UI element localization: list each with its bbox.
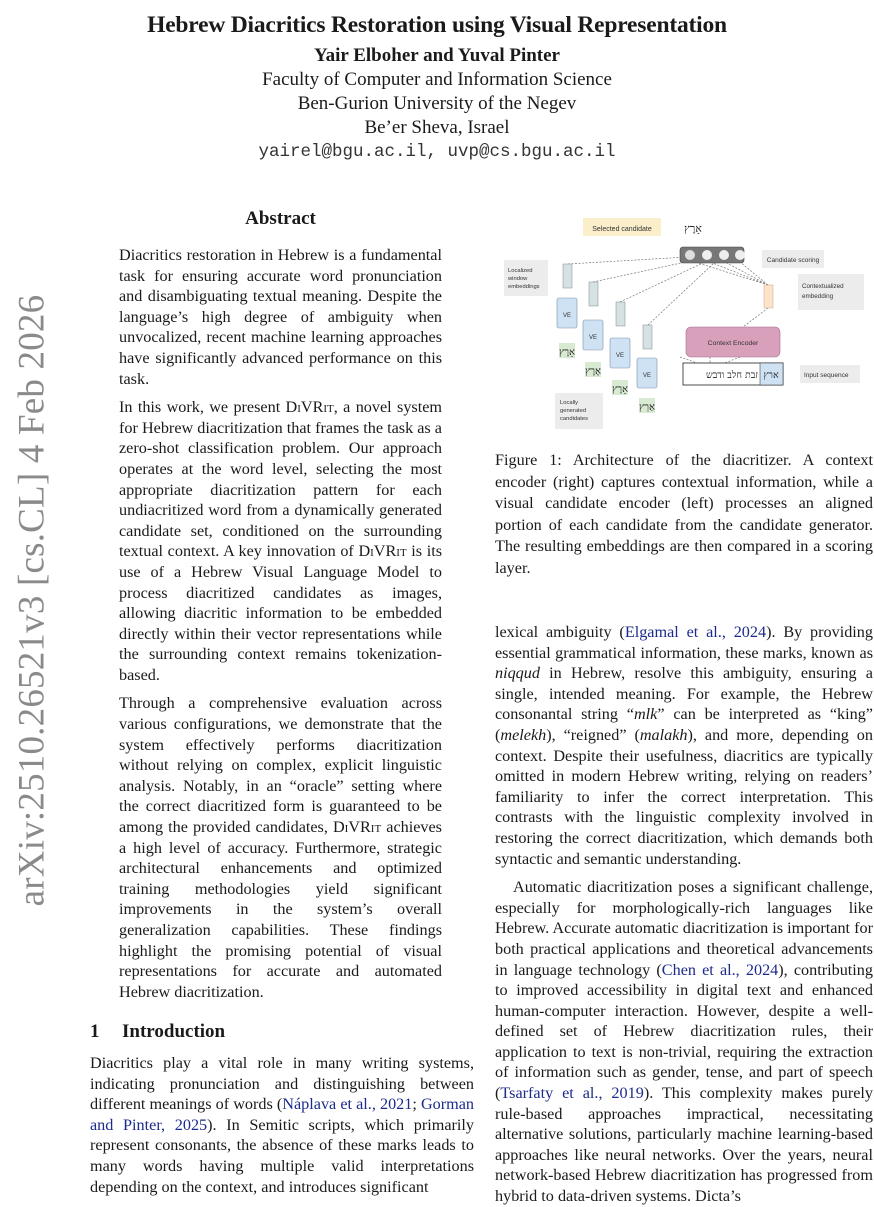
- intro-paragraph-1: [90, 1053, 474, 1197]
- contextualized-embedding-vector: [764, 285, 773, 308]
- author-names: Yair Elboher and Yuval Pinter: [314, 45, 560, 66]
- text-span: Diacritics play a vital role in many writing systems, indicating pronunciation and distinguishing between different meanings of words (: [90, 1054, 474, 1114]
- author-emails[interactable]: yairel@bgu.ac.il, uvp@cs.bgu.ac.il: [258, 142, 616, 162]
- input-sequence-label: Input sequence: [804, 372, 849, 379]
- section-title: Introduction: [122, 1021, 226, 1042]
- italic-term: mlk: [633, 705, 658, 724]
- text-span: Through a comprehensive evaluation across various configurations, we demonstrate that the system effectively performs diacritization without relying on complex, explicit linguistic analysis. Notably, in an “oracle” setting where the correct diacritized form is guaranteed to be among the provided candidates,: [119, 694, 442, 837]
- svg-text:embedding: embedding: [802, 293, 834, 300]
- citation-link[interactable]: Tsarfaty et al., 2019: [500, 1084, 644, 1103]
- text-span: ). In Semitic scripts, which primarily represent consonants, the absence of these marks leads to many words having multiple valid interpretations depending on the context, and introduces significant: [90, 1115, 474, 1196]
- text-span: ). This complexity makes purely rule-based approaches impractical, necessitating alternative solutions, particularly machine learning-based approaches like neural networks. Over the years, neural network-based Hebrew diacritization has progressed from hybrid to data-driven systems. Dicta’s: [495, 1084, 873, 1206]
- text-span: achieves a high level of accuracy. Furthermore, strategic architectural enhancements and optimized training methodologies yield significant improvements in the system’s overall generalization capabilities. These findings highlight the promising potential of visual representations for accurate and automated Hebrew diacritization.: [119, 818, 442, 1001]
- introduction-body-left: [90, 1053, 474, 1197]
- svg-text:אָרֶץ: אָרֶץ: [611, 384, 629, 395]
- text-span: , a novel system for Hebrew diacritization that frames the task as a zero-shot classification problem. Our approach operates at the word level, selecting the most appropriate diacritization pattern for each undiacritized word from a dynamically generated candidate set, conditioned on the surrounding textual context. A key innovation of: [119, 398, 442, 561]
- candidate-scoring-label: Candidate scoring: [766, 257, 820, 264]
- text-span: lexical ambiguity (: [495, 623, 625, 641]
- abstract-paragraph-1: Diacritics restoration in Hebrew is a fundamental task for ensuring accurate word pronunciation and disambiguating textual meaning. Despite the language’s high degree of ambiguity when unvocalized, recent machine learning approaches have significantly advanced performance on this task.: [119, 246, 442, 388]
- text-span: ;: [412, 1095, 421, 1114]
- text-span: ” can be interpreted as “king” (: [495, 705, 873, 744]
- svg-text:VE: VE: [615, 353, 625, 359]
- text-span: In this work, we present: [119, 398, 286, 417]
- abstract-body: [119, 245, 442, 1002]
- system-name: DiVRit: [332, 818, 382, 837]
- text-span: ), contributing to improved accessibility in digital text and enhanced human-computer interaction. However, despite a well-defined set of Hebrew diacritization rules, their application to text is non-trivial, requiring the extraction of information such as gender, tense, and part of speech (: [495, 960, 873, 1103]
- italic-term: melekh: [500, 725, 547, 744]
- system-name: DiVRit: [285, 398, 334, 417]
- svg-text:אָרֶץ: אָרֶץ: [558, 347, 576, 358]
- svg-text:אֶרֶץ: אֶרֶץ: [584, 366, 602, 377]
- svg-text:generated: generated: [560, 408, 587, 414]
- text-span: ). By providing essential grammatical information, these marks, known as: [495, 623, 873, 662]
- abstract-paragraph-2: [119, 397, 442, 685]
- selected-word: אָרֶץ: [684, 222, 702, 235]
- section-number: 1: [90, 1021, 100, 1042]
- svg-text:אַרְץ: אַרְץ: [638, 402, 656, 413]
- affiliation-line-1: Faculty of Computer and Information Science: [262, 69, 612, 90]
- paper-title: Hebrew Diacritics Restoration using Visual Representation: [147, 11, 727, 38]
- text-span: Automatic diacritization poses a significant challenge, especially for morphologically-rich languages like Hebrew. Accurate automatic diacritization is important for both practical applications and theoretical advancements in language technology (: [495, 878, 873, 979]
- context-encoder-label: Context Encoder: [707, 340, 759, 347]
- italic-term: malakh: [639, 725, 688, 744]
- svg-text:ארץ: ארץ: [763, 370, 779, 381]
- italic-term: niqqud: [495, 664, 540, 683]
- svg-text:זבת חלב ודבש: זבת חלב ודבש: [705, 370, 758, 381]
- locally-generated-label: Locally: [560, 400, 579, 406]
- svg-text:VE: VE: [562, 313, 572, 319]
- svg-text:VE: VE: [642, 373, 652, 379]
- svg-text:VE: VE: [588, 335, 598, 341]
- figure-1-architecture-diagram: [500, 210, 870, 430]
- introduction-body-right: [495, 622, 873, 1207]
- text-span: ), and more, depending on context. Despite their usefulness, diacritics are typically omitted in modern Hebrew writing, relying on readers’ familiarity to infer the correct interpretation. This contrasts with the linguistic complexity involved in restoring the correct diacritization, which demands both syntactic and semantic understanding.: [495, 725, 873, 868]
- text-span: is its use of a Hebrew Visual Language Model to process diacritized candidates as images, allowing diacritic information to be embedded directly within their vector representations while the surrounding context remains tokenization-based.: [119, 542, 442, 684]
- arxiv-id-text: arXiv:2510.26521v3 [cs.CL] 4 Feb 2026: [11, 294, 53, 906]
- abstract-paragraph-3: [119, 693, 442, 1002]
- citation-link[interactable]: Gorman and Pinter, 2025: [90, 1095, 474, 1134]
- affiliation-line-2: Ben-Gurion University of the Negev: [297, 93, 577, 114]
- abstract-heading: Abstract: [245, 208, 316, 229]
- citation-link[interactable]: Elgamal et al., 2024: [624, 623, 767, 641]
- figure-1-caption: Figure 1: Architecture of the diacritizer. A context encoder (right) captures contextual information, while a visual candidate encoder (left) processes an aligned portion of each candidate from the candidate generator. The resulting embeddings are then compared in a scoring layer.: [495, 451, 873, 577]
- localized-window-label: Localized: [508, 268, 533, 274]
- text-span: ), “reigned” (: [546, 725, 640, 744]
- svg-text:embeddings: embeddings: [508, 284, 540, 290]
- text-span: in Hebrew, resolve this ambiguity, ensuring a single, intended meaning. For example, the Hebrew consonantal string “: [495, 664, 873, 724]
- system-name: DiVRit: [358, 542, 407, 561]
- arxiv-identifier-stamp: [2, 280, 62, 920]
- citation-link[interactable]: Chen et al., 2024: [661, 960, 779, 979]
- section-heading-introduction: [90, 1021, 225, 1043]
- svg-text:Contextualized: Contextualized: [802, 283, 844, 290]
- svg-text:window: window: [508, 276, 528, 282]
- affiliation-line-3: Be’er Sheva, Israel: [364, 117, 510, 138]
- citation-link[interactable]: Náplava et al., 2021: [282, 1095, 413, 1114]
- intro-paragraph-2: [495, 877, 873, 1207]
- intro-paragraph-1-continued: [495, 622, 873, 869]
- selected-candidate-label: Selected candidate: [592, 226, 652, 233]
- svg-text:candidates: candidates: [560, 416, 589, 422]
- author-block: [0, 44, 874, 164]
